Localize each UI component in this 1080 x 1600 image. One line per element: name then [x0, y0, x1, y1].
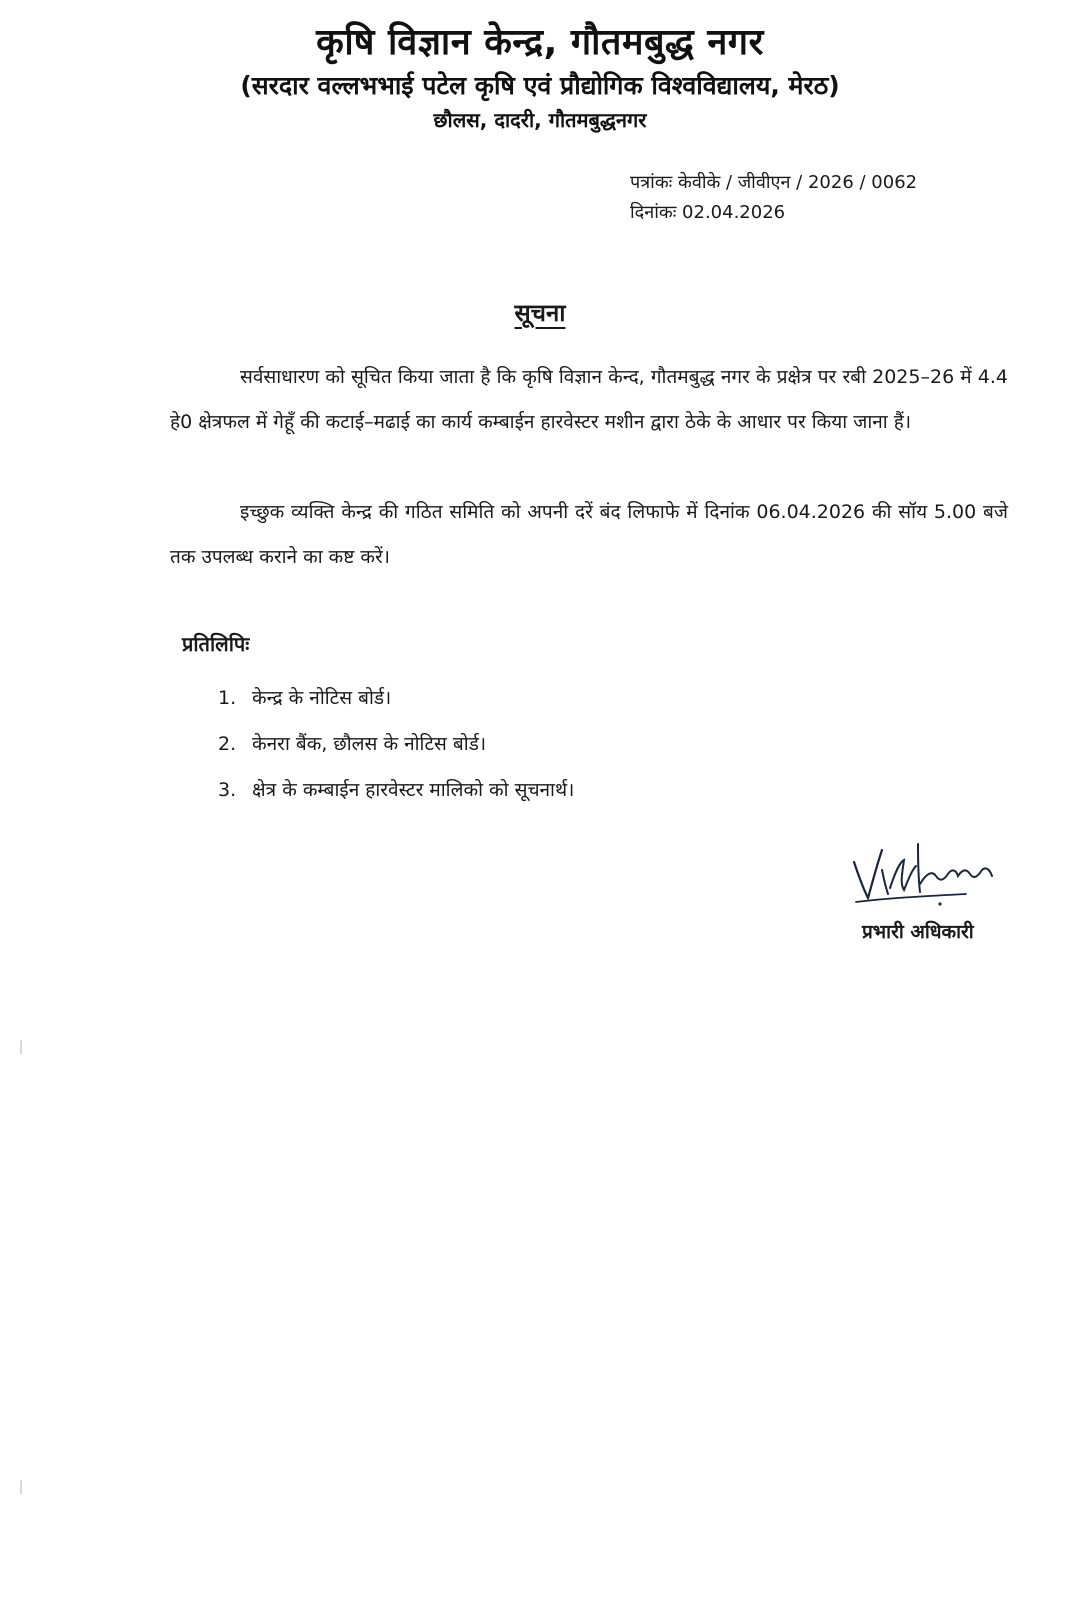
letter-number: पत्रांकः केवीके / जीवीएन / 2026 / 0062 — [630, 172, 918, 193]
notice-heading-text: सूचना — [514, 299, 566, 327]
parent-university: (सरदार वल्लभभाई पटेल कृषि एवं प्रौद्योगिक विश्वविद्यालय, मेरठ) — [240, 71, 840, 100]
copy-to-list — [218, 675, 574, 813]
reference-block — [630, 168, 917, 228]
paper-edge-mark — [20, 1040, 22, 1054]
copy-to-label: प्रतिलिपिः — [182, 632, 250, 656]
list-item — [218, 675, 574, 721]
list-item — [218, 767, 574, 813]
paper-edge-mark — [20, 1480, 22, 1494]
list-item-text: केन्द्र के नोटिस बोर्ड। — [252, 687, 392, 709]
list-item-number: 1. — [218, 687, 237, 709]
list-item-text: केनरा बैंक, छौलस के नोटिस बोर्ड। — [252, 733, 487, 755]
list-item-text: क्षेत्र के कम्बाईन हारवेस्टर मालिको को सूचनार्थ। — [252, 779, 575, 801]
notice-paragraph-2: इच्छुक व्यक्ति केन्द्र की गठित समिति को अपनी दरें बंद लिफाफे में दिनांक 06.04.2026 की सॉय 5.00 बजे तक उपलब्ध कराने का कष्ट करें। — [170, 501, 1008, 568]
list-item — [218, 721, 574, 767]
list-item-number: 2. — [218, 733, 237, 755]
organization-address: छौलस, दादरी, गौतमबुद्धनगर — [433, 108, 647, 132]
list-item-number: 3. — [218, 779, 237, 801]
notice-heading — [0, 296, 1080, 329]
letter-date: दिनांकः 02.04.2026 — [630, 202, 786, 223]
handwritten-signature — [848, 840, 998, 910]
organization-title: कृषि विज्ञान केन्द्र, गौतमबुद्ध नगर — [316, 22, 764, 63]
notice-paragraph-1: सर्वसाधारण को सूचित किया जाता है कि कृषि विज्ञान केन्द, गौतमबुद्ध नगर के प्रक्षेत्र पर रबी 2025–26 में 4.4 हे0 क्षेत्रफल में गेहूँ की कटाई–मढाई का कार्य कम्बाईन हारवेस्टर मशीन द्वारा ठेके के आधार पर किया जाना हैं। — [170, 366, 1008, 433]
signatory-title: प्रभारी अधिकारी — [862, 921, 974, 943]
letterhead — [0, 18, 1080, 136]
